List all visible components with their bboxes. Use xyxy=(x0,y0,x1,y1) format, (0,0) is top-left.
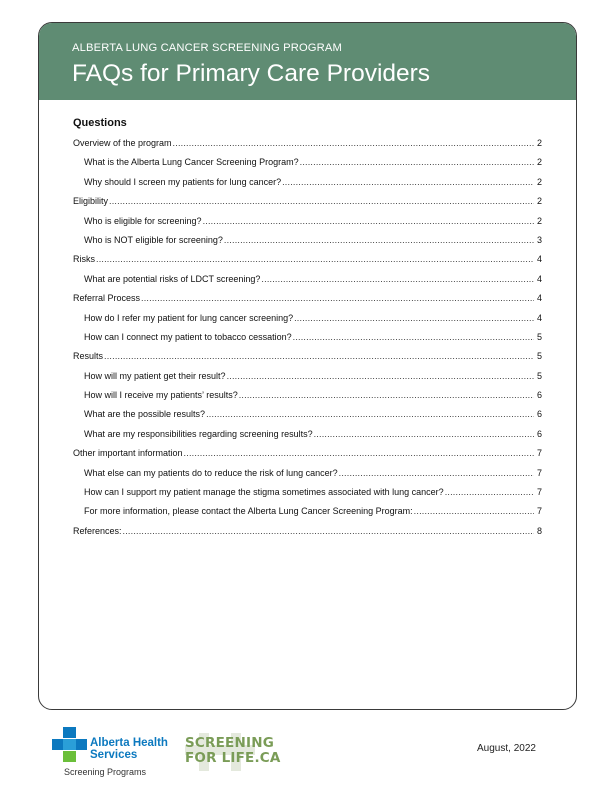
sfl-line1: SCREENING xyxy=(185,735,274,751)
toc-entry-label: What else can my patients do to reduce the risk of lung cancer? xyxy=(84,467,338,478)
toc-leader-dots xyxy=(173,138,534,148)
toc-section[interactable] xyxy=(73,138,542,157)
toc-entry-page: 5 xyxy=(536,351,542,362)
toc-entry-page: 4 xyxy=(536,254,542,265)
ahs-logo xyxy=(52,727,172,779)
toc-leader-dots xyxy=(339,468,534,478)
toc-entry-page: 6 xyxy=(536,409,542,420)
ahs-subtitle: Screening Programs xyxy=(64,767,147,777)
toc-leader-dots xyxy=(203,216,534,226)
toc-leader-dots xyxy=(261,274,534,284)
toc-section[interactable] xyxy=(73,196,542,215)
toc-leader-dots xyxy=(445,487,534,497)
toc-subentry[interactable] xyxy=(73,371,542,390)
toc-subentry[interactable] xyxy=(73,409,542,428)
toc-entry-label: Who is eligible for screening? xyxy=(84,215,202,226)
ahs-name-line1: Alberta Health xyxy=(90,737,168,749)
toc-subentry[interactable] xyxy=(73,235,542,254)
toc-entry-page: 2 xyxy=(536,138,542,148)
document-card xyxy=(38,22,577,710)
ahs-cross-icon xyxy=(52,727,88,763)
toc-entry-label: Other important information xyxy=(73,448,183,459)
screening-for-life-logo xyxy=(185,733,285,773)
toc-entry-page: 7 xyxy=(536,467,542,478)
toc-entry-page: 2 xyxy=(536,176,542,187)
toc-leader-dots xyxy=(227,371,534,381)
toc-entry-label: What are potential risks of LDCT screening? xyxy=(84,273,261,284)
toc-entry-label: How will I receive my patients’ results? xyxy=(84,390,238,401)
toc-entry-page: 2 xyxy=(536,157,542,168)
toc-subentry[interactable] xyxy=(73,506,542,525)
toc-entry-label: How do I refer my patient for lung cancer screening? xyxy=(84,312,294,323)
toc-entry-page: 6 xyxy=(536,428,542,439)
toc-entry-page: 5 xyxy=(536,370,542,381)
toc-section[interactable] xyxy=(73,448,542,467)
toc-subentry[interactable] xyxy=(73,487,542,506)
table-of-contents xyxy=(73,117,542,545)
toc-entry-label: References: xyxy=(73,525,122,536)
toc-entry-label: What are the possible results? xyxy=(84,409,206,420)
toc-leader-dots xyxy=(300,157,534,167)
toc-leader-dots xyxy=(123,526,534,536)
toc-section[interactable] xyxy=(73,293,542,312)
toc-entry-label: Risks xyxy=(73,254,95,265)
toc-entry-label: For more information, please contact the Alberta Lung Cancer Screening Program: xyxy=(84,506,413,517)
toc-entry-page: 8 xyxy=(536,525,542,536)
toc-entry-page: 2 xyxy=(536,196,542,207)
toc-leader-dots xyxy=(224,235,534,245)
toc-subentry[interactable] xyxy=(73,313,542,332)
toc-subentry[interactable] xyxy=(73,216,542,235)
toc-entry-label: How can I connect my patient to tobacco cessation? xyxy=(84,331,292,342)
toc-entry-page: 4 xyxy=(536,312,542,323)
toc-leader-dots xyxy=(239,390,534,400)
toc-leader-dots xyxy=(96,254,534,264)
toc-entry-page: 5 xyxy=(536,331,542,342)
toc-heading: Questions xyxy=(73,117,127,129)
toc-leader-dots xyxy=(206,409,534,419)
toc-leader-dots xyxy=(294,313,534,323)
toc-list xyxy=(73,138,542,545)
toc-entry-label: How will my patient get their result? xyxy=(84,370,226,381)
toc-entry-label: What are my responsibilities regarding screening results? xyxy=(84,428,313,439)
toc-entry-page: 6 xyxy=(536,390,542,401)
toc-section[interactable] xyxy=(73,351,542,370)
toc-entry-page: 4 xyxy=(536,273,542,284)
toc-leader-dots xyxy=(414,506,534,516)
toc-subentry[interactable] xyxy=(73,390,542,409)
toc-entry-page: 2 xyxy=(536,215,542,226)
toc-entry-page: 7 xyxy=(536,506,542,517)
toc-entry-label: Eligibility xyxy=(73,196,109,207)
toc-leader-dots xyxy=(293,332,534,342)
header-banner xyxy=(39,23,576,100)
toc-entry-page: 7 xyxy=(536,487,542,498)
toc-subentry[interactable] xyxy=(73,332,542,351)
toc-leader-dots xyxy=(141,293,534,303)
toc-entry-label: Results xyxy=(73,351,104,362)
toc-entry-label: How can I support my patient manage the stigma sometimes associated with lung cancer? xyxy=(84,487,444,498)
toc-leader-dots xyxy=(314,429,534,439)
toc-leader-dots xyxy=(184,448,534,458)
toc-subentry[interactable] xyxy=(73,177,542,196)
toc-leader-dots xyxy=(104,351,534,361)
toc-entry-page: 4 xyxy=(536,293,542,304)
page-title: FAQs for Primary Care Providers xyxy=(72,60,431,87)
toc-leader-dots xyxy=(282,177,534,187)
toc-subentry[interactable] xyxy=(73,274,542,293)
toc-leader-dots xyxy=(109,196,534,206)
sfl-line2: FOR LIFE.CA xyxy=(185,750,281,766)
toc-subentry[interactable] xyxy=(73,429,542,448)
toc-section[interactable] xyxy=(73,254,542,273)
toc-entry-label: Referral Process xyxy=(73,293,141,304)
toc-subentry[interactable] xyxy=(73,468,542,487)
toc-entry-label: Overview of the program xyxy=(73,138,172,148)
publication-date: August, 2022 xyxy=(477,743,536,754)
ahs-name-line2: Services xyxy=(90,748,138,761)
toc-entry-label: What is the Alberta Lung Cancer Screening Program? xyxy=(84,157,299,168)
toc-section[interactable] xyxy=(73,526,542,545)
toc-entry-label: Who is NOT eligible for screening? xyxy=(84,234,223,245)
toc-subentry[interactable] xyxy=(73,157,542,176)
program-name: ALBERTA LUNG CANCER SCREENING PROGRAM xyxy=(72,42,342,54)
toc-entry-page: 3 xyxy=(536,234,542,245)
toc-entry-label: Why should I screen my patients for lung cancer? xyxy=(84,176,282,187)
toc-entry-page: 7 xyxy=(536,448,542,459)
